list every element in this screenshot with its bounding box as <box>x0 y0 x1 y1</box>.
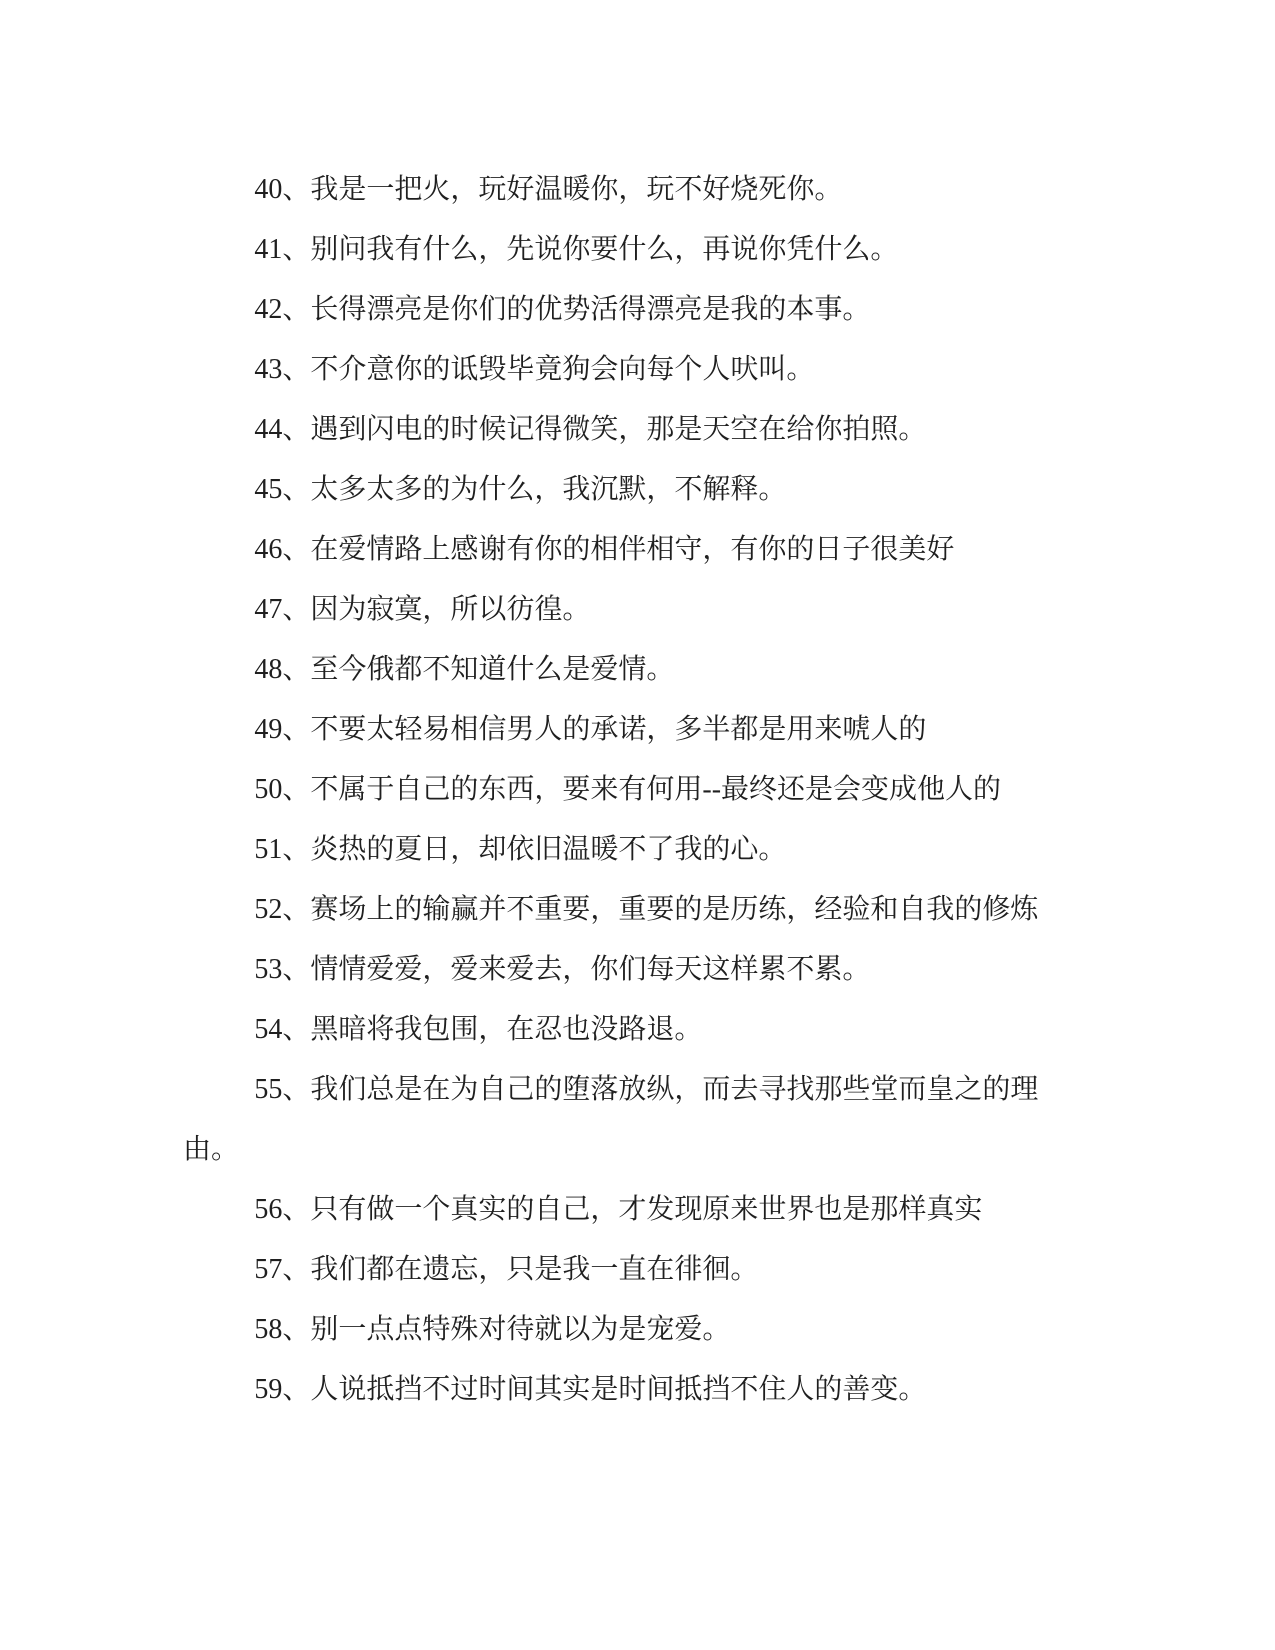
item-separator: 、 <box>282 294 311 325</box>
item-separator: 、 <box>282 354 311 385</box>
list-item <box>183 1300 1075 1360</box>
item-separator: 、 <box>282 1014 311 1045</box>
item-separator: 、 <box>282 654 311 685</box>
item-text: 只有做一个真实的自己，才发现原来世界也是那样真实 <box>310 1194 983 1225</box>
item-number: 45 <box>254 474 283 505</box>
item-number: 49 <box>254 714 283 745</box>
item-text: 炎热的夏日，却依旧温暖不了我的心。 <box>310 834 787 865</box>
item-number: 55 <box>254 1074 283 1105</box>
item-number: 56 <box>254 1194 283 1225</box>
list-item <box>183 700 1075 760</box>
list-item <box>183 940 1075 1000</box>
item-text: 不要太轻易相信男人的承诺，多半都是用来唬人的 <box>310 714 927 745</box>
list-item <box>183 580 1075 640</box>
item-text: 我们总是在为自己的堕落放纵，而去寻找那些堂而皇之的理由。 <box>183 1074 1039 1165</box>
list-item <box>183 1000 1075 1060</box>
item-separator: 、 <box>282 474 311 505</box>
item-number: 57 <box>254 1254 283 1285</box>
item-separator: 、 <box>282 1194 311 1225</box>
list-item <box>183 760 1075 820</box>
item-separator: 、 <box>282 834 311 865</box>
item-text: 别问我有什么，先说你要什么，再说你凭什么。 <box>310 234 899 265</box>
item-number: 52 <box>254 894 283 925</box>
list-item <box>183 1240 1075 1300</box>
item-number: 43 <box>254 354 283 385</box>
item-separator: 、 <box>282 774 311 805</box>
item-text: 别一点点特殊对待就以为是宠爱。 <box>310 1314 731 1345</box>
item-separator: 、 <box>282 534 311 565</box>
item-number: 58 <box>254 1314 283 1345</box>
item-text: 黑暗将我包围，在忍也没路退。 <box>310 1014 703 1045</box>
item-text: 情情爱爱，爱来爱去，你们每天这样累不累。 <box>310 954 871 985</box>
item-text: 太多太多的为什么，我沉默，不解释。 <box>310 474 787 505</box>
item-text: 因为寂寞，所以彷徨。 <box>310 594 591 625</box>
item-number: 44 <box>254 414 283 445</box>
list-item <box>183 220 1075 280</box>
list-item <box>183 340 1075 400</box>
item-number: 47 <box>254 594 283 625</box>
item-number: 46 <box>254 534 283 565</box>
list-item <box>183 820 1075 880</box>
item-text: 遇到闪电的时候记得微笑，那是天空在给你拍照。 <box>310 414 927 445</box>
list-item <box>183 160 1075 220</box>
item-number: 41 <box>254 234 283 265</box>
item-text: 我们都在遗忘，只是我一直在徘徊。 <box>310 1254 759 1285</box>
list-item <box>183 1360 1075 1420</box>
item-number: 42 <box>254 294 283 325</box>
item-separator: 、 <box>282 954 311 985</box>
item-number: 48 <box>254 654 283 685</box>
item-text: 不介意你的诋毁毕竟狗会向每个人吠叫。 <box>310 354 815 385</box>
item-text: 赛场上的输赢并不重要，重要的是历练，经验和自我的修炼 <box>310 894 1039 925</box>
list-item <box>183 520 1075 580</box>
list-item <box>183 460 1075 520</box>
quote-list <box>183 160 1075 1420</box>
item-text: 人说抵挡不过时间其实是时间抵挡不住人的善变。 <box>310 1374 927 1405</box>
item-number: 53 <box>254 954 283 985</box>
item-separator: 、 <box>282 1074 311 1105</box>
item-separator: 、 <box>282 1314 311 1345</box>
item-text: 我是一把火，玩好温暖你，玩不好烧死你。 <box>310 174 843 205</box>
list-item <box>183 1060 1075 1180</box>
item-text: 至今俄都不知道什么是爱情。 <box>310 654 675 685</box>
item-separator: 、 <box>282 1374 311 1405</box>
item-number: 59 <box>254 1374 283 1405</box>
item-separator: 、 <box>282 594 311 625</box>
item-number: 40 <box>254 174 283 205</box>
item-separator: 、 <box>282 174 311 205</box>
list-item <box>183 1180 1075 1240</box>
item-text: 在爱情路上感谢有你的相伴相守，有你的日子很美好 <box>310 534 955 565</box>
item-number: 54 <box>254 1014 283 1045</box>
item-text: 长得漂亮是你们的优势活得漂亮是我的本事。 <box>310 294 871 325</box>
list-item <box>183 400 1075 460</box>
item-separator: 、 <box>282 414 311 445</box>
item-number: 50 <box>254 774 283 805</box>
item-separator: 、 <box>282 1254 311 1285</box>
list-item <box>183 880 1075 940</box>
item-separator: 、 <box>282 234 311 265</box>
item-text: 不属于自己的东西，要来有何用--最终还是会变成他人的 <box>310 774 1002 805</box>
item-separator: 、 <box>282 714 311 745</box>
list-item <box>183 640 1075 700</box>
list-item <box>183 280 1075 340</box>
item-separator: 、 <box>282 894 311 925</box>
item-number: 51 <box>254 834 283 865</box>
